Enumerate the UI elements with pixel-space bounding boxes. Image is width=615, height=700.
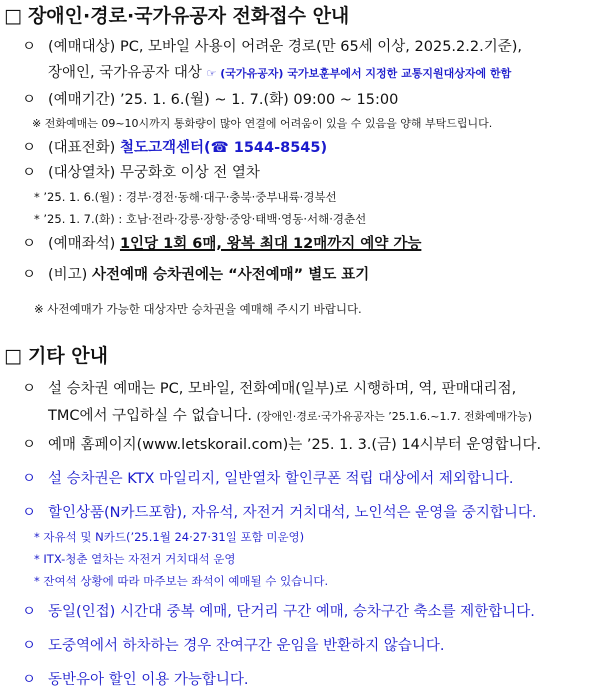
- phone-line: [22, 137, 327, 159]
- seats-value: 1인당 1회 6매, 왕복 최대 12매까지 예약 가능: [119, 236, 422, 252]
- bullet-icon: ㅇ: [22, 92, 37, 108]
- other-item-3: [22, 468, 513, 490]
- remarks-note: ※ 사전예매가 가능한 대상자만 승차권을 예매해 주시기 바랍니다.: [34, 302, 362, 316]
- item2-text: 예매 홈페이지(www.letskorail.com)는 ’25. 1. 3.(금) 14시부터 운영합니다.: [48, 437, 542, 453]
- period-note: ※ 전화예매는 09~10시까지 통화량이 많아 연결에 어려움이 있을 수 있음을 양해 부탁드립니다.: [32, 117, 493, 130]
- bullet-icon: ㅇ: [22, 267, 37, 283]
- target-text-2: 장애인, 국가유공자 대상: [48, 65, 202, 81]
- target-note: ☞ (국가유공자) 국가보훈부에서 지정한 교통지원대상자에 한함: [206, 67, 512, 80]
- item4-text: 할인상품(N카드포함), 자유석, 자전거 거치대석, 노인석은 운영을 중지합니다.: [48, 505, 537, 521]
- remarks-value: 사전예매 승차권에는 “사전예매” 별도 표기: [91, 267, 370, 283]
- item5-text: 동일(인접) 시간대 중복 예매, 단거리 구간 예매, 승차구간 축소를 제한합니다.: [48, 604, 535, 620]
- other-item-5: [22, 601, 535, 623]
- item4-sub-3: * 잔여석 상황에 따라 마주보는 좌석이 예매될 수 있습니다.: [34, 574, 329, 588]
- phone-label: (대표전화): [48, 140, 116, 156]
- checkbox-square-icon: □: [4, 345, 22, 367]
- remarks-line: [22, 264, 369, 286]
- seats-label: (예매좌석): [48, 236, 116, 252]
- bullet-icon: ㅇ: [22, 381, 37, 397]
- bullet-icon: ㅇ: [22, 39, 37, 55]
- item6-text: 도중역에서 하차하는 경우 잔여구간 운임을 반환하지 않습니다.: [48, 638, 445, 654]
- bullet-icon: ㅇ: [22, 505, 37, 521]
- seats-line: [22, 233, 421, 255]
- item1-text-2: TMC에서 구입하실 수 없습니다.: [48, 408, 253, 424]
- item4-sub-1: * 자유석 및 N카드(’25.1월 24·27·31일 포함 미운영): [34, 530, 305, 544]
- trains-text: (대상열차) 무궁화호 이상 전 열차: [48, 165, 260, 181]
- bullet-icon: ㅇ: [22, 672, 37, 688]
- section-title-other: [4, 344, 108, 368]
- bullet-icon: ㅇ: [22, 140, 37, 156]
- checkbox-square-icon: □: [4, 5, 22, 27]
- bullet-icon: ㅇ: [22, 165, 37, 181]
- other-item-4: [22, 502, 536, 524]
- other-item-1: [22, 378, 516, 400]
- bullet-icon: ㅇ: [22, 437, 37, 453]
- other-item-1-line2: [48, 405, 532, 428]
- trains-line: [22, 162, 260, 184]
- other-item-7: [22, 669, 249, 691]
- other-item-2: [22, 434, 541, 456]
- bullet-icon: ㅇ: [22, 236, 37, 252]
- trains-sub-1: * ’25. 1. 6.(월) : 경부·경전·동해·대구·충북·중부내륙·경북선: [34, 190, 337, 204]
- remarks-label: (비고): [48, 267, 88, 283]
- item1-text: 설 승차권 예매는 PC, 모바일, 전화예매(일부)로 시행하며, 역, 판매대리점,: [48, 381, 517, 397]
- section-title-text: 기타 안내: [27, 345, 108, 367]
- period-line: [22, 89, 398, 111]
- target-line-2: [48, 62, 511, 85]
- bullet-icon: ㅇ: [22, 471, 37, 487]
- item3-text: 설 승차권은 KTX 마일리지, 일반열차 할인쿠폰 적립 대상에서 제외합니다.: [48, 471, 514, 487]
- period-text: (예매기간) ’25. 1. 6.(월) ~ 1. 7.(화) 09:00 ~ 15:00: [48, 92, 399, 108]
- item1-note: (장애인·경로·국가유공자는 ’25.1.6.~1.7. 전화예매가능): [256, 410, 533, 423]
- item7-text: 동반유아 할인 이용 가능합니다.: [48, 672, 249, 688]
- item4-sub-2: * ITX-청춘 열차는 자전거 거치대석 운영: [34, 552, 236, 566]
- trains-sub-2: * ’25. 1. 7.(화) : 호남·전라·강릉·장항·중앙·태백·영동·서해·경춘선: [34, 212, 367, 226]
- section-title-text: 장애인·경로·국가유공자 전화접수 안내: [27, 5, 350, 27]
- target-line-1: [22, 36, 522, 58]
- bullet-icon: ㅇ: [22, 638, 37, 654]
- target-text: (예매대상) PC, 모바일 사용이 어려운 경로(만 65세 이상, 2025.2.2.기준),: [48, 39, 522, 55]
- phone-value: 철도고객센터(☎ 1544-8545): [119, 140, 328, 156]
- bullet-icon: ㅇ: [22, 604, 37, 620]
- other-item-6: [22, 635, 444, 657]
- section-title-phone: [4, 4, 349, 28]
